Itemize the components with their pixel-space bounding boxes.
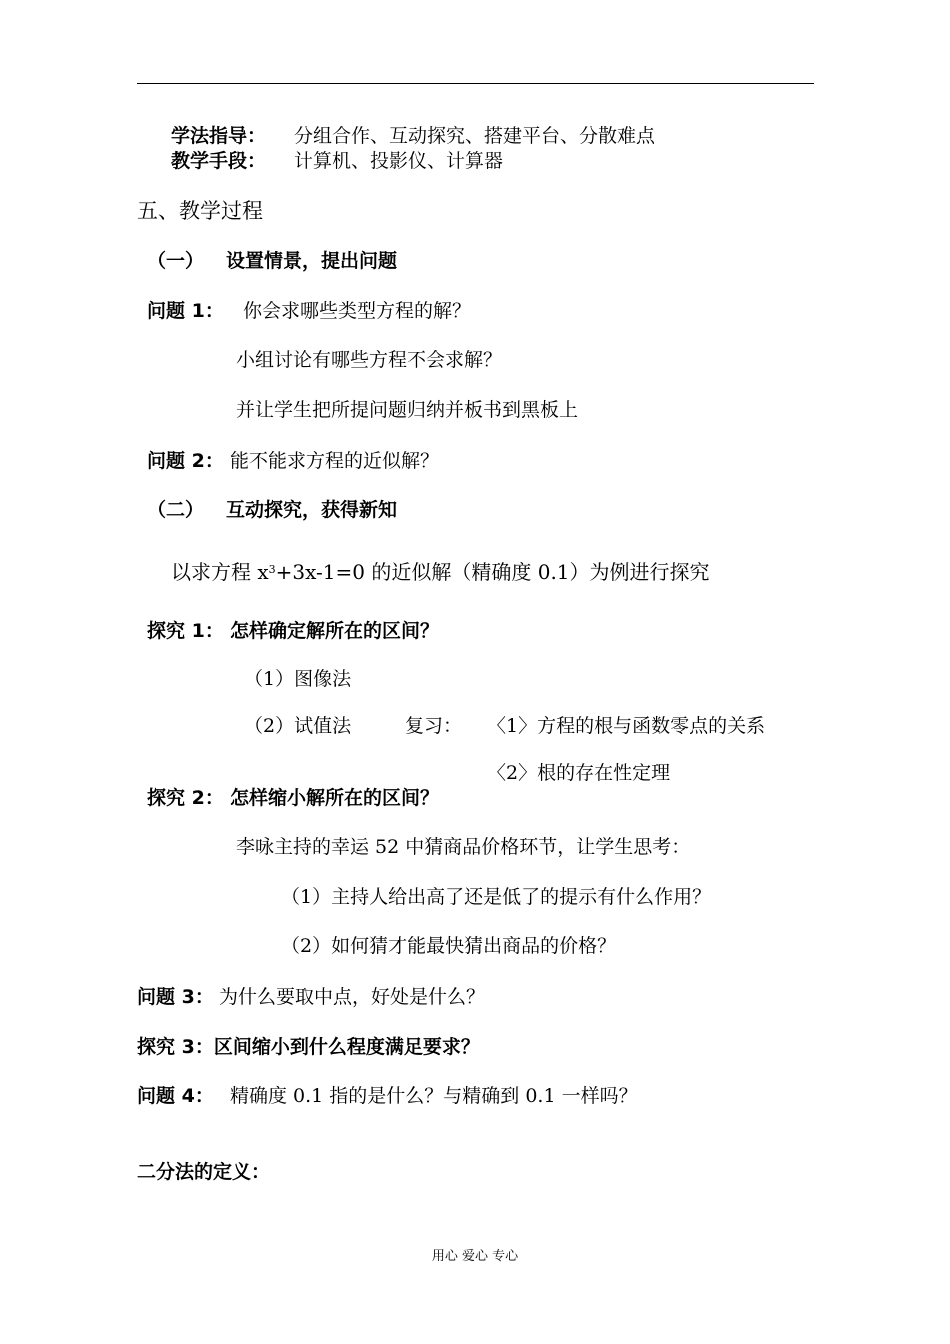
- teaching-means-value: 计算机、投影仪、计算器: [294, 150, 504, 172]
- explore2-text: 怎样缩小解所在的区间？: [230, 787, 440, 809]
- question1-line3: 并让学生把所提问题归纳并板书到黑板上: [236, 399, 579, 421]
- method-graph: （1）图像法: [244, 668, 352, 690]
- part1-heading-text: 设置情景，提出问题: [226, 250, 398, 272]
- story-question-1: （1）主持人给出高了还是低了的提示有什么作用？: [281, 886, 712, 908]
- part2-heading-num: （二）: [147, 499, 205, 521]
- review-label: 复习：: [405, 715, 463, 737]
- review-item-2: 〈2〉根的存在性定理: [487, 762, 671, 784]
- page-footer: 用心 爱心 专心: [431, 1249, 519, 1264]
- question1-line2: 小组讨论有哪些方程不会求解？: [236, 349, 503, 371]
- section-heading: 五、教学过程: [137, 199, 263, 223]
- question2-label: 问题 2：: [147, 450, 224, 472]
- explore1-text: 怎样确定解所在的区间？: [230, 620, 440, 642]
- teaching-means-label: 教学手段：: [171, 150, 267, 172]
- method-guidance-label: 学法指导：: [171, 125, 267, 147]
- story-prompt: 李咏主持的幸运 52 中猜商品价格环节，让学生思考：: [236, 836, 691, 858]
- explore2-label: 探究 2：: [147, 787, 224, 809]
- review-item-1: 〈1〉方程的根与函数零点的关系: [487, 715, 766, 737]
- explore1-label: 探究 1：: [147, 620, 224, 642]
- question3-text: 为什么要取中点，好处是什么？: [219, 986, 486, 1008]
- question1-text: 你会求哪些类型方程的解？: [243, 300, 472, 322]
- bisection-definition-heading: 二分法的定义：: [137, 1161, 271, 1183]
- part1-heading-num: （一）: [147, 250, 205, 272]
- question4-label: 问题 4：: [137, 1085, 214, 1107]
- story-question-2: （2）如何猜才能最快猜出商品的价格？: [281, 935, 617, 957]
- intro-after: +3x-1=0 的近似解（精确度 0.1）为例进行探究: [275, 560, 710, 584]
- method-guidance-value: 分组合作、互动探究、搭建平台、分散难点: [294, 125, 656, 147]
- method-trial: （2）试值法: [244, 715, 352, 737]
- explore3: 探究 3：区间缩小到什么程度满足要求？: [137, 1036, 480, 1058]
- intro-exponent: 3: [268, 563, 276, 576]
- header-rule: [137, 83, 814, 84]
- question4-text: 精确度 0.1 指的是什么？与精确到 0.1 一样吗？: [230, 1085, 638, 1107]
- question1-label: 问题 1：: [147, 300, 224, 322]
- part2-heading-text: 互动探究，获得新知: [226, 499, 398, 521]
- question3-label: 问题 3：: [137, 986, 214, 1008]
- intro-before: 以求方程 x: [171, 560, 269, 584]
- exploration-intro: [171, 562, 710, 582]
- question2-text: 能不能求方程的近似解？: [230, 450, 440, 472]
